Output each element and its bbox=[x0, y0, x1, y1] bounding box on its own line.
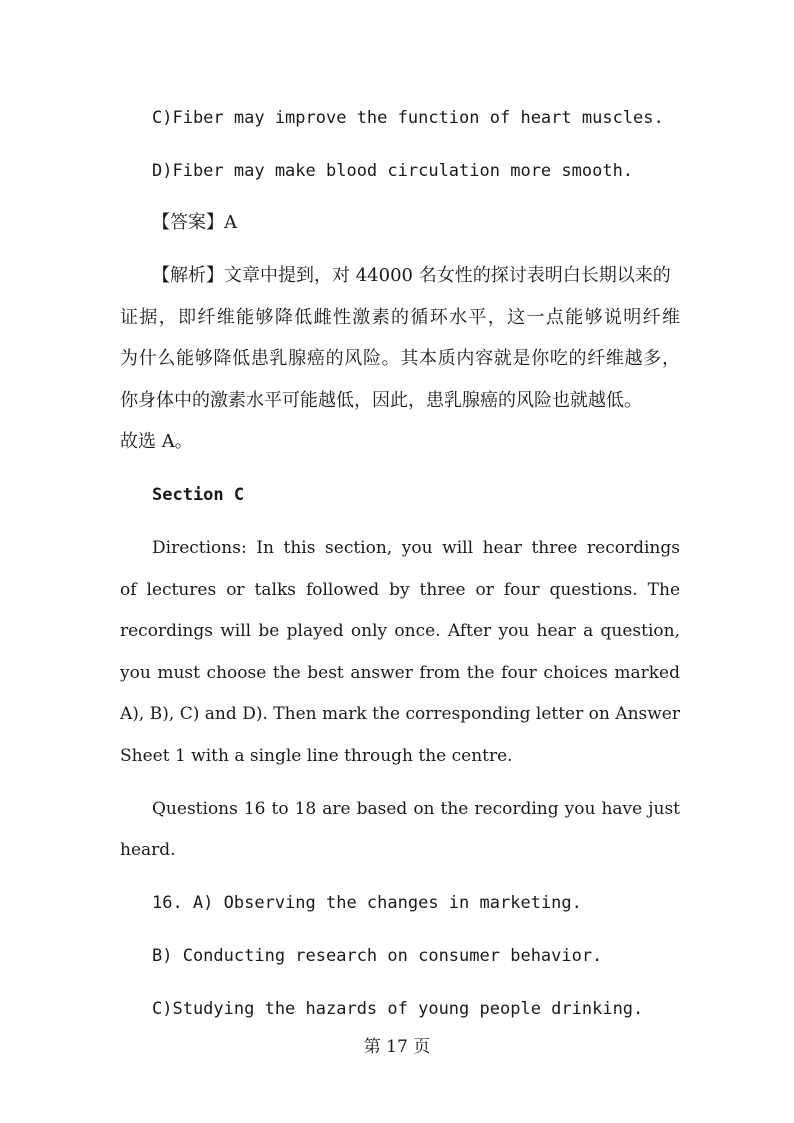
q16-option-b: B) Conducting research on consumer behavior. bbox=[152, 946, 603, 966]
directions-line-2: of lectures or talks followed by three or four questions. The bbox=[120, 580, 680, 600]
directions-line-6: Sheet 1 with a single line through the centre. bbox=[120, 746, 513, 766]
analysis-line-5: 故选 A。 bbox=[120, 431, 193, 452]
q16-option-c: C)Studying the hazards of young people drinking. bbox=[152, 999, 644, 1019]
directions-line-3: recordings will be played only once. After you hear a question, bbox=[120, 621, 680, 641]
analysis-line-3: 为什么能够降低患乳腺癌的风险。其本质内容就是你吃的纤维越多， bbox=[120, 348, 680, 369]
directions-line-5: A), B), C) and D). Then mark the corresponding letter on Answer bbox=[120, 704, 680, 724]
questions-intro-line-2: heard. bbox=[120, 840, 176, 860]
answer-label: 【答案】 bbox=[152, 212, 224, 233]
answer-value: A bbox=[224, 212, 237, 233]
directions-line-4: you must choose the best answer from the four choices marked bbox=[120, 663, 680, 683]
section-title: Section C bbox=[152, 485, 245, 505]
questions-intro-line-1: Questions 16 to 18 are based on the recording you have just bbox=[152, 799, 680, 819]
page-number-footer: 第 17 页 bbox=[363, 1037, 431, 1057]
option-c-text: C)Fiber may improve the function of heart muscles. bbox=[152, 108, 664, 128]
q16-option-a: 16. A) Observing the changes in marketing. bbox=[152, 893, 582, 913]
analysis-line-4: 你身体中的激素水平可能越低，因此，患乳腺癌的风险也就越低。 bbox=[120, 390, 642, 411]
analysis-label: 【解析】 bbox=[152, 265, 224, 286]
analysis-text-1: 文章中提到，对 44000 名女性的探讨表明白长期以来的 bbox=[224, 265, 671, 286]
analysis-line-1 bbox=[152, 264, 680, 288]
analysis-line-2: 证据，即纤维能够降低雌性激素的循环水平，这一点能够说明纤维 bbox=[120, 307, 680, 328]
option-d-text: D)Fiber may make blood circulation more smooth. bbox=[152, 161, 634, 181]
answer-line bbox=[152, 211, 680, 235]
directions-line-1: Directions: In this section, you will hear three recordings bbox=[152, 538, 680, 558]
